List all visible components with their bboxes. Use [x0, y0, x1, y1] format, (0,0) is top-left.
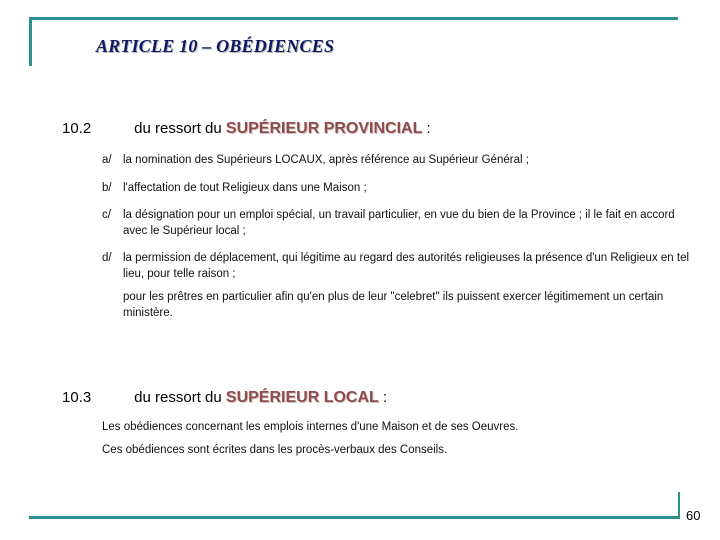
list-item-d — [102, 250, 692, 282]
section-trail: : — [426, 120, 431, 137]
list-item-c — [102, 207, 692, 239]
section-10-2-heading — [62, 120, 431, 138]
section-number: 10.2 — [62, 120, 92, 137]
item-letter: c/ — [102, 209, 111, 221]
paragraph-written-obediences: Ces obédiences sont écrites dans les procès-verbaux des Conseils. — [102, 444, 448, 456]
item-text: la désignation pour un emploi spécial, un travail particulier, en vue du bien de la Province ; il le fait en accord avec le Supérieur local ; — [123, 209, 675, 237]
section-10-3-heading — [62, 389, 387, 407]
item-text: la permission de déplacement, qui légitime au regard des autorités religieuses la présence d'un Religieux en tel lieu, pour telle raison ; — [123, 252, 690, 280]
item-text: l'affectation de tout Religieux dans une Maison ; — [123, 182, 367, 194]
section-emphasis: SUPÉRIEUR PROVINCIAL — [225, 120, 423, 137]
section-lead: du ressort du — [134, 120, 222, 137]
item-d-continuation: pour les prêtres en particulier afin qu'en plus de leur "celebret" ils puissent exercer légitimement un certain ministère. — [123, 291, 664, 319]
section-trail: : — [382, 389, 388, 406]
frame-right-bar — [678, 492, 680, 519]
section-number: 10.3 — [62, 389, 92, 406]
frame-top-bar — [29, 17, 678, 20]
page-number: 60 — [686, 508, 701, 523]
item-text: la nomination des Supérieurs LOCAUX, après référence au Supérieur Général ; — [123, 154, 529, 166]
list-item-b — [102, 180, 692, 196]
item-letter: d/ — [102, 252, 112, 264]
frame-left-bar — [29, 17, 32, 66]
section-emphasis: SUPÉRIEUR LOCAL — [225, 389, 379, 406]
item-letter: a/ — [102, 154, 112, 166]
section-lead: du ressort du — [134, 389, 222, 406]
frame-bottom-bar — [29, 516, 678, 519]
paragraph-internal-obediences: Les obédiences concernant les emplois internes d'une Maison et de ses Oeuvres. — [102, 421, 519, 433]
list-item-a — [102, 152, 692, 168]
page-title: ARTICLE 10 – OBÉDIENCES — [96, 36, 335, 56]
item-letter: b/ — [102, 182, 112, 194]
